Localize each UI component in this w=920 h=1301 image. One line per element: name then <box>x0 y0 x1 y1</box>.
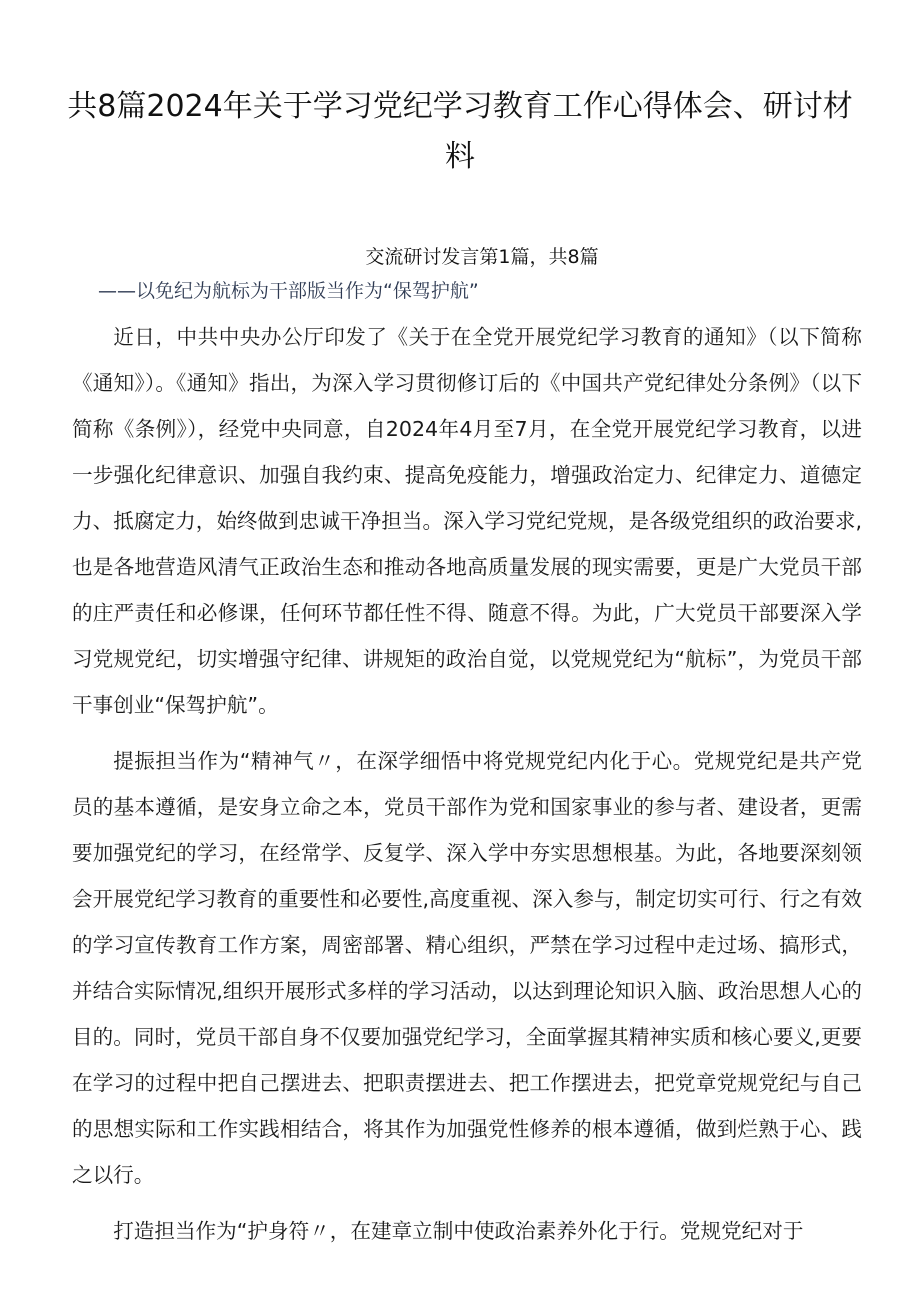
document-body <box>72 240 862 1264</box>
paragraph-1: 近日，中共中央办公厅印发了《关于在全党开展党纪学习教育的通知》（以下简称《通知》）。《通知》指出，为深入学习贯彻修订后的《中国共产党纪律处分条例》（以下简称《条例》），经党中央同意，自2024年4月至7月，在全党开展党纪学习教育，以进一步强化纪律意识、加强自我约束、提高免疫能力，增强政治定力、纪律定力、道德定力、抵腐定力，始终做到忠诚干净担当。深入学习党纪党规，是各级党组织的政治要求,也是各地营造风清气正政治生态和推动各地高质量发展的现实需要，更是广大党员干部的庄严责任和必修课，任何环节都任性不得、随意不得。为此，广大党员干部要深入学习党规党纪，切实增强守纪律、讲规矩的政治自觉，以党规党纪为“航标”，为党员干部干事创业“保驾护航”。 <box>72 325 862 717</box>
document-title: 共8篇2024年关于学习党纪学习教育工作心得体会、研讨材料 <box>67 89 853 174</box>
paragraph-3: 打造担当作为“护身符〃，在建章立制中使政治素养外化于行。党规党纪对于 <box>113 1219 804 1243</box>
section-subtitle: ——以免纪为航标为干部版当作为“保驾护航” <box>98 280 479 302</box>
paragraph-2: 提振担当作为“精神气〃，在深学细悟中将党规党纪内化于心。党规党纪是共产党员的基本遵循，是安身立命之本，党员干部作为党和国家事业的参与者、建设者，更需要加强党纪的学习，在经常学、反复学、深入学中夯实思想根基。为此，各地要深刻领会开展党纪学习教育的重要性和必要性,高度重视、深入参与，制定切实可行、行之有效的学习宣传教育工作方案，周密部署、精心组织，严禁在学习过程中走过场、搞形式，并结合实际情况,组织开展形式多样的学习活动，以达到理论知识入脑、政治思想人心的目的。同时，党员干部自身不仅要加强党纪学习，全面掌握其精神实质和核心要义,更要在学习的过程中把自己摆进去、把职责摆进去、把工作摆进去，把党章党规党纪与自己的思想实际和工作实践相结合，将其作为加强党性修养的根本遵循，做到烂熟于心、践之以行。 <box>72 749 862 1187</box>
section-heading: 交流研讨发言第1篇，共8篇 <box>365 246 599 268</box>
